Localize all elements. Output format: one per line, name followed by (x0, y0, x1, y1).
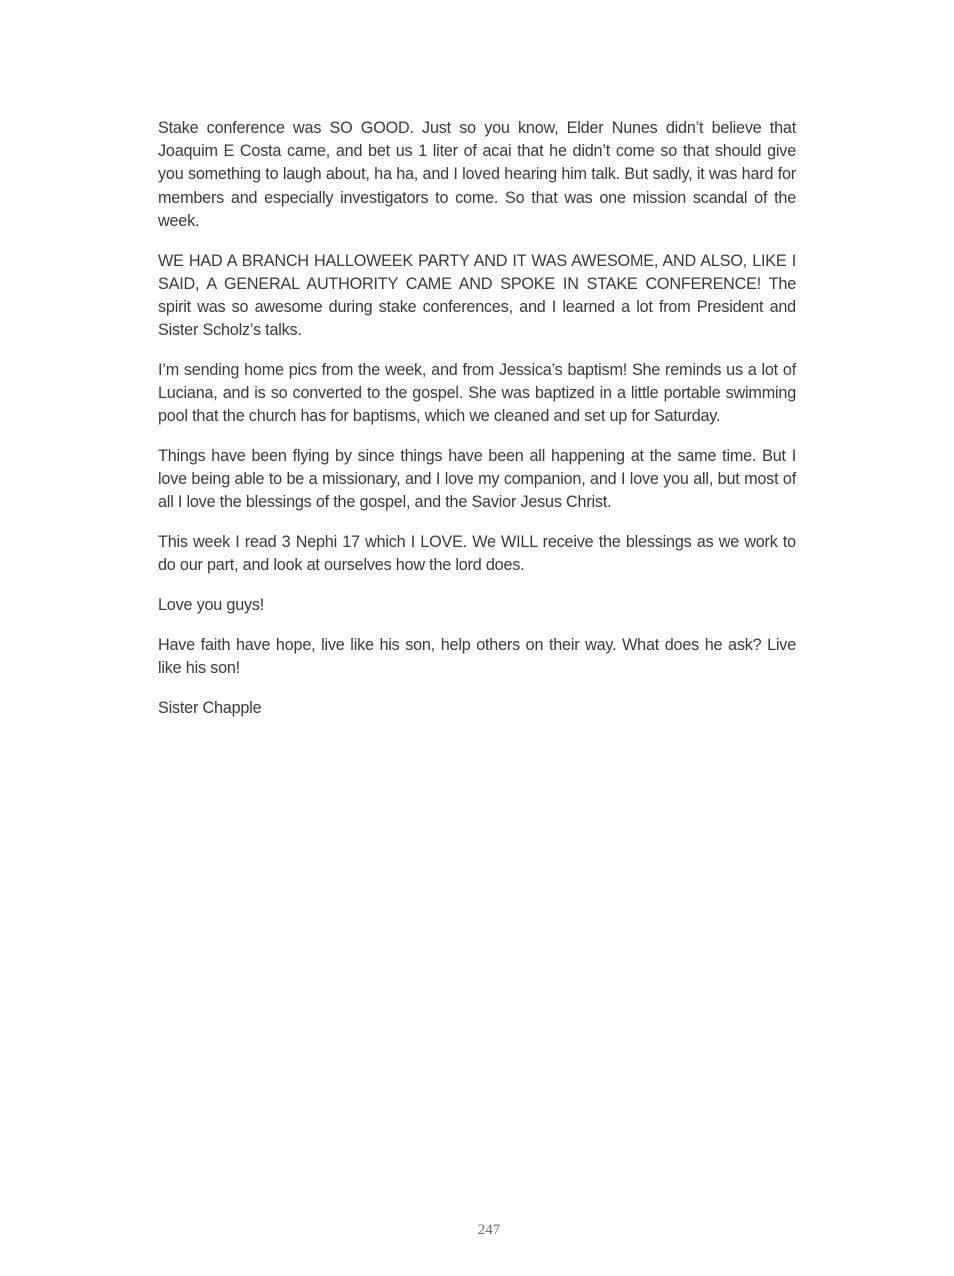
paragraph-missionary: Things have been flying by since things have been all happening at the same time. But I love being able to be a missionary, and I love my companion, and I love you all, but most of all I love the blessings of the gospel, and the Savior Jesus Christ. (158, 446, 796, 512)
paragraph-scripture: This week I read 3 Nephi 17 which I LOVE. We WILL receive the blessings as we work to do our part, and look at ourselves how the lord does. (158, 533, 796, 575)
paragraph-halloween-party: WE HAD A BRANCH HALLOWEEK PARTY AND IT WAS AWESOME, AND ALSO, LIKE I SAID, A GENERAL AUTHORITY CAME AND SPOKE IN STAKE CONFERENCE! The spirit was so awesome during stake conferences, and I learned a lot from President and Sister Scholz’s talks. (158, 251, 796, 340)
paragraph-faith-hope: Have faith have hope, live like his son, help others on their way. What does he ask? Live like his son! (158, 635, 796, 677)
letter-body (158, 117, 796, 736)
paragraph-baptism: I’m sending home pics from the week, and from Jessica’s baptism! She reminds us a lot of Luciana, and is so converted to the gospel. She was baptized in a little portable swimming pool that the church has for baptisms, which we cleaned and set up for Saturday. (158, 360, 796, 426)
signature-line: Sister Chapple (158, 698, 262, 717)
page-number: 247 (477, 1222, 501, 1238)
paragraph-love-you: Love you guys! (158, 595, 265, 614)
paragraph-stake-conference: Stake conference was SO GOOD. Just so you know, Elder Nunes didn’t believe that Joaquim E Costa came, and bet us 1 liter of acai that he didn’t come so that should give you something to laugh about, ha ha, and I loved hearing him talk. But sadly, it was hard for members and especially investigators to come. So that was one mission scandal of the week. (158, 119, 796, 230)
